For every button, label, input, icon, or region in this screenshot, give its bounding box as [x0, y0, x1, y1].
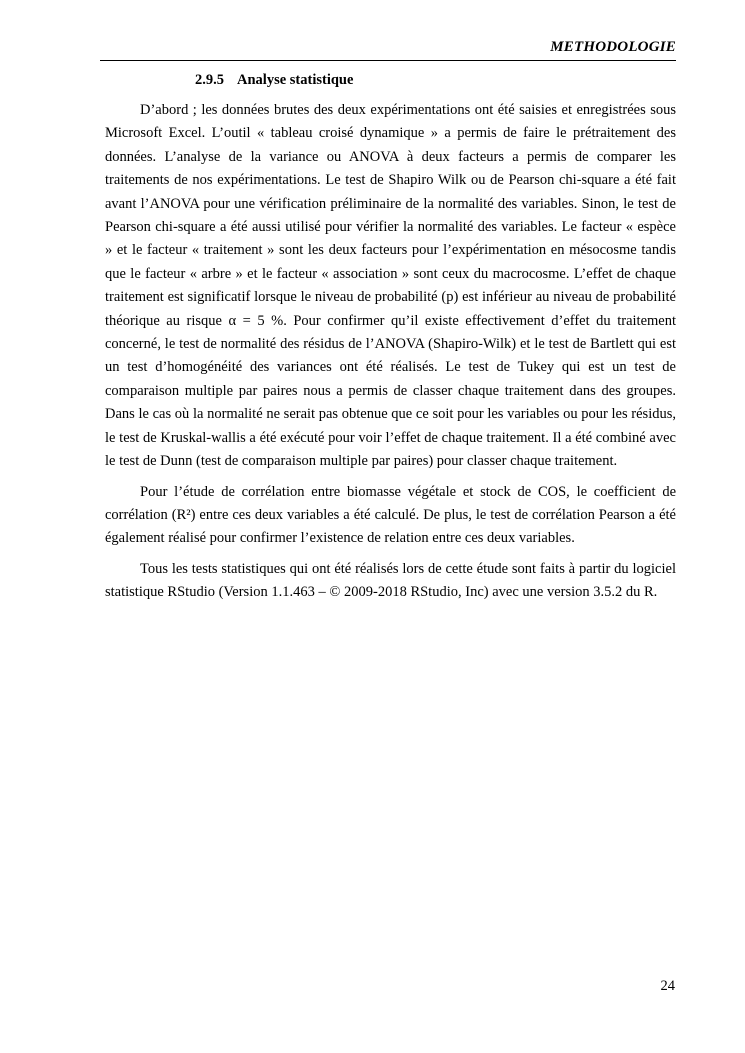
section-title: Analyse statistique [237, 72, 354, 88]
page-content [105, 66, 676, 612]
body-paragraph: Pour l’étude de corrélation entre biomasse végétale et stock de COS, le coefficient de corrélation (R²) entre ces deux variables a été calculé. De plus, le test de corrélation Pearson a été également réalisé pour confirmer l’existence de relation entre ces deux variables. [105, 483, 676, 547]
running-head-title: METHODOLOGIE [550, 39, 676, 55]
page-footer [661, 978, 676, 995]
body-paragraph: D’abord ; les données brutes des deux expérimentations ont été saisies et enregistrées sous Microsoft Excel. L’outil « tableau croisé dynamique » a permis de faire le prétraitement des données. L’analyse de la variance ou ANOVA à deux facteurs a permis de comparer les traitements de nos expérimentations. Le test de Shapiro Wilk ou de Pearson chi-square a été fait avant l’ANOVA pour une vérification préliminaire de la normalité des variables. Sinon, le test de Pearson chi-square a été aussi utilisé pour vérifier la normalité des variables. Le facteur « espèce » et le facteur « traitement » sont les deux facteurs pour l’expérimentation en mésocosme tandis que le facteur « arbre » et le facteur « association » sont ceux du macrocosme. L’effet de chaque traitement est significatif lorsque le niveau de probabilité (p) est inférieur au niveau de probabilité théorique au risque α = 5 %. Pour confirmer qu’il existe effectivement d’effet du traitement concerné, le test de normalité des résidus de l’ANOVA (Shapiro-Wilk) et le test de Bartlett qui est un test d’homogénéité des variances ont été réalisés. Le test de Tukey qui est un test de comparaison multiple par paires nous a permis de classer chaque traitement dans des groupes. Dans le cas où la normalité ne serait pas obtenue que ce soit pour les variables ou pour les résidus, le test de Kruskal-wallis a été exécuté pour voir l’effet de chaque traitement. Il a été combiné avec le test de Dunn (test de comparaison multiple par paires) pour classer chaque traitement. [105, 102, 676, 470]
section-heading [105, 72, 676, 89]
page-number: 24 [660, 978, 675, 994]
page-header [100, 38, 676, 61]
section-number: 2.9.5 [195, 72, 224, 88]
body-paragraph: Tous les tests statistiques qui ont été réalisés lors de cette étude sont faits à partir du logiciel statistique RStudio (Version 1.1.463 – © 2009-2018 RStudio, Inc) avec une version 3.5.2 du R. [105, 560, 676, 601]
